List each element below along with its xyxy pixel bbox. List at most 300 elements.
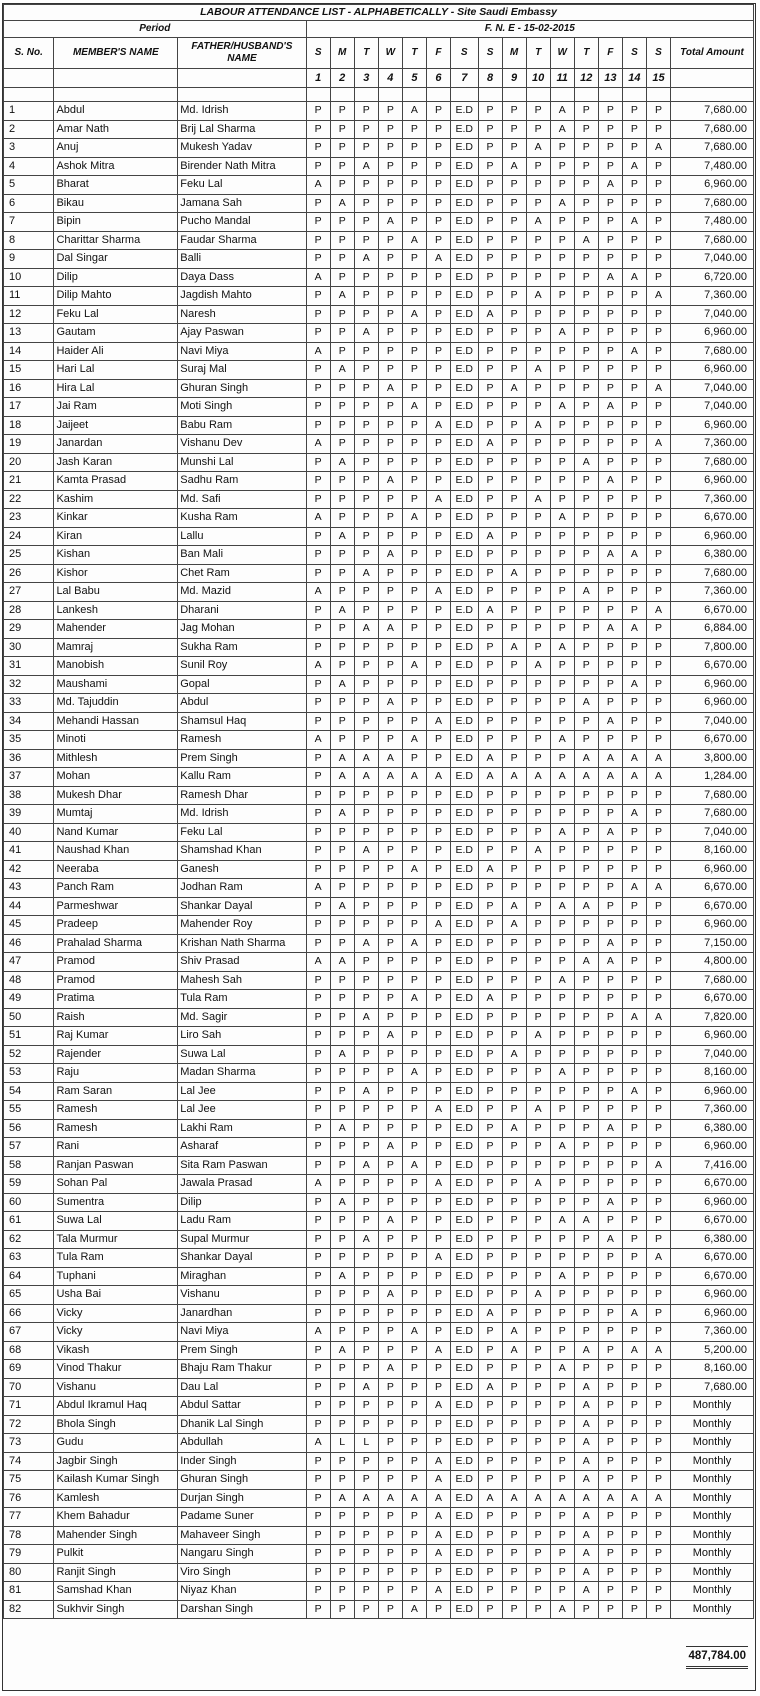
attendance-mark: P bbox=[378, 823, 402, 842]
father-name: Md. Sagir bbox=[178, 1008, 306, 1027]
member-name: Kishan bbox=[54, 546, 178, 565]
table-row bbox=[4, 1212, 754, 1231]
attendance-mark: P bbox=[426, 823, 450, 842]
attendance-mark: P bbox=[402, 1434, 426, 1453]
attendance-mark: P bbox=[574, 786, 598, 805]
attendance-mark: E.D bbox=[451, 416, 479, 435]
attendance-mark: P bbox=[402, 176, 426, 195]
attendance-mark: P bbox=[526, 1156, 550, 1175]
attendance-mark: E.D bbox=[451, 490, 479, 509]
attendance-mark: A bbox=[426, 1341, 450, 1360]
member-name: Hira Lal bbox=[54, 379, 178, 398]
attendance-mark: P bbox=[378, 1341, 402, 1360]
attendance-mark: P bbox=[402, 342, 426, 361]
attendance-mark: E.D bbox=[451, 768, 479, 787]
attendance-mark: P bbox=[574, 305, 598, 324]
day-number-header: 4 bbox=[378, 69, 402, 88]
attendance-mark: P bbox=[526, 601, 550, 620]
attendance-mark: P bbox=[526, 897, 550, 916]
attendance-mark: P bbox=[646, 231, 670, 250]
attendance-mark: A bbox=[550, 120, 574, 139]
attendance-mark: P bbox=[354, 1323, 378, 1342]
attendance-mark: P bbox=[354, 1341, 378, 1360]
attendance-mark: P bbox=[622, 1471, 646, 1490]
attendance-mark: P bbox=[622, 1064, 646, 1083]
attendance-mark: P bbox=[354, 139, 378, 158]
attendance-mark: P bbox=[330, 1304, 354, 1323]
attendance-mark: A bbox=[574, 1471, 598, 1490]
attendance-mark: E.D bbox=[451, 953, 479, 972]
attendance-mark: P bbox=[550, 157, 574, 176]
attendance-mark: P bbox=[402, 916, 426, 935]
member-name: Lal Babu bbox=[54, 583, 178, 602]
attendance-mark: A bbox=[378, 546, 402, 565]
attendance-mark: P bbox=[646, 194, 670, 213]
member-name: Mumtaj bbox=[54, 805, 178, 824]
attendance-mark: E.D bbox=[451, 1119, 479, 1138]
attendance-mark: P bbox=[402, 1045, 426, 1064]
total-amount: Monthly bbox=[671, 1489, 754, 1508]
attendance-mark: P bbox=[598, 694, 622, 713]
attendance-mark: P bbox=[550, 749, 574, 768]
total-amount: 7,680.00 bbox=[671, 102, 754, 121]
attendance-mark: E.D bbox=[451, 546, 479, 565]
attendance-mark: P bbox=[354, 490, 378, 509]
attendance-mark: A bbox=[306, 176, 330, 195]
attendance-mark: P bbox=[478, 102, 502, 121]
serial-number: 7 bbox=[4, 213, 54, 232]
attendance-mark: P bbox=[402, 361, 426, 380]
blank-cell bbox=[4, 69, 54, 88]
attendance-mark: P bbox=[478, 250, 502, 269]
member-name: Sumentra bbox=[54, 1193, 178, 1212]
table-row bbox=[4, 1341, 754, 1360]
attendance-mark: P bbox=[306, 638, 330, 657]
attendance-mark: P bbox=[550, 1526, 574, 1545]
table-row bbox=[4, 398, 754, 417]
attendance-mark: P bbox=[622, 1545, 646, 1564]
table-row bbox=[4, 1415, 754, 1434]
attendance-mark: A bbox=[402, 305, 426, 324]
attendance-mark: P bbox=[550, 231, 574, 250]
attendance-mark: P bbox=[550, 953, 574, 972]
father-name: Shiv Prasad bbox=[178, 953, 306, 972]
member-name: Abdul bbox=[54, 102, 178, 121]
table-row bbox=[4, 731, 754, 750]
attendance-mark: P bbox=[306, 490, 330, 509]
grand-total-value: 487,784.00 bbox=[686, 1646, 748, 1670]
attendance-mark: P bbox=[550, 1545, 574, 1564]
attendance-mark: P bbox=[478, 490, 502, 509]
table-row bbox=[4, 1323, 754, 1342]
attendance-mark: P bbox=[478, 1008, 502, 1027]
day-letter-header: S bbox=[622, 38, 646, 69]
member-name: Ramesh bbox=[54, 1101, 178, 1120]
serial-number: 57 bbox=[4, 1138, 54, 1157]
attendance-mark: P bbox=[622, 1323, 646, 1342]
attendance-mark: P bbox=[550, 1230, 574, 1249]
day-number-header: 14 bbox=[622, 69, 646, 88]
attendance-mark: P bbox=[378, 527, 402, 546]
attendance-mark: A bbox=[378, 213, 402, 232]
spacer-cell bbox=[354, 88, 378, 102]
attendance-mark: P bbox=[502, 546, 526, 565]
attendance-mark: P bbox=[354, 971, 378, 990]
attendance-mark: P bbox=[526, 1119, 550, 1138]
attendance-mark: P bbox=[478, 1508, 502, 1527]
total-amount: 6,670.00 bbox=[671, 1249, 754, 1268]
attendance-mark: P bbox=[402, 694, 426, 713]
attendance-mark: A bbox=[574, 1434, 598, 1453]
attendance-mark: P bbox=[402, 1415, 426, 1434]
attendance-mark: P bbox=[402, 1101, 426, 1120]
member-name: Kamlesh bbox=[54, 1489, 178, 1508]
serial-number: 69 bbox=[4, 1360, 54, 1379]
attendance-mark: P bbox=[598, 1138, 622, 1157]
attendance-mark: P bbox=[378, 157, 402, 176]
attendance-mark: P bbox=[478, 1156, 502, 1175]
day-letter-header: S bbox=[306, 38, 330, 69]
attendance-mark: P bbox=[478, 1582, 502, 1601]
father-name: Sadhu Ram bbox=[178, 472, 306, 491]
serial-number: 4 bbox=[4, 157, 54, 176]
day-number-header: 9 bbox=[502, 69, 526, 88]
attendance-mark: P bbox=[502, 1156, 526, 1175]
attendance-table bbox=[3, 4, 754, 1619]
attendance-mark: P bbox=[526, 305, 550, 324]
attendance-mark: E.D bbox=[451, 916, 479, 935]
attendance-mark: A bbox=[330, 1341, 354, 1360]
attendance-mark: P bbox=[502, 860, 526, 879]
attendance-mark: A bbox=[478, 1378, 502, 1397]
attendance-mark: P bbox=[426, 139, 450, 158]
attendance-mark: P bbox=[526, 749, 550, 768]
attendance-mark: P bbox=[502, 694, 526, 713]
father-name: Suraj Mal bbox=[178, 361, 306, 380]
serial-number: 22 bbox=[4, 490, 54, 509]
attendance-mark: P bbox=[306, 361, 330, 380]
attendance-mark: P bbox=[550, 1045, 574, 1064]
attendance-mark: P bbox=[646, 120, 670, 139]
attendance-mark: P bbox=[330, 1378, 354, 1397]
attendance-mark: P bbox=[354, 1101, 378, 1120]
attendance-mark: A bbox=[622, 805, 646, 824]
attendance-mark: P bbox=[330, 583, 354, 602]
attendance-mark: P bbox=[598, 1082, 622, 1101]
attendance-mark: E.D bbox=[451, 1193, 479, 1212]
attendance-mark: P bbox=[378, 638, 402, 657]
total-amount: 6,960.00 bbox=[671, 1027, 754, 1046]
attendance-mark: P bbox=[598, 1008, 622, 1027]
attendance-mark: P bbox=[354, 675, 378, 694]
attendance-mark: P bbox=[598, 1508, 622, 1527]
attendance-mark: P bbox=[646, 1378, 670, 1397]
attendance-mark: A bbox=[402, 990, 426, 1009]
attendance-mark: P bbox=[622, 398, 646, 417]
attendance-mark: A bbox=[378, 1138, 402, 1157]
member-name: Samshad Khan bbox=[54, 1582, 178, 1601]
attendance-mark: P bbox=[354, 213, 378, 232]
attendance-mark: P bbox=[526, 638, 550, 657]
total-amount: 7,040.00 bbox=[671, 250, 754, 269]
attendance-mark: P bbox=[502, 324, 526, 343]
day-letter-header: S bbox=[646, 38, 670, 69]
attendance-mark: P bbox=[378, 731, 402, 750]
attendance-mark: A bbox=[502, 768, 526, 787]
attendance-mark: P bbox=[330, 1286, 354, 1305]
total-amount: 7,040.00 bbox=[671, 379, 754, 398]
attendance-mark: P bbox=[526, 1563, 550, 1582]
spacer-cell bbox=[478, 88, 502, 102]
total-amount: 7,040.00 bbox=[671, 1045, 754, 1064]
attendance-mark: P bbox=[502, 786, 526, 805]
attendance-mark: P bbox=[526, 1471, 550, 1490]
attendance-mark: A bbox=[426, 490, 450, 509]
father-name: Sunil Roy bbox=[178, 657, 306, 676]
day-letter-header: S bbox=[451, 38, 479, 69]
attendance-mark: A bbox=[598, 398, 622, 417]
spacer-cell bbox=[402, 88, 426, 102]
attendance-mark: P bbox=[306, 805, 330, 824]
spacer-cell bbox=[330, 88, 354, 102]
attendance-mark: P bbox=[306, 1508, 330, 1527]
member-name: Panch Ram bbox=[54, 879, 178, 898]
total-amount: 6,960.00 bbox=[671, 916, 754, 935]
attendance-mark: P bbox=[502, 176, 526, 195]
attendance-mark: A bbox=[378, 1212, 402, 1231]
attendance-mark: P bbox=[646, 1138, 670, 1157]
father-name: Kusha Ram bbox=[178, 509, 306, 528]
day-letter-header: T bbox=[354, 38, 378, 69]
attendance-mark: P bbox=[402, 1082, 426, 1101]
attendance-mark: P bbox=[550, 675, 574, 694]
attendance-mark: P bbox=[478, 1600, 502, 1619]
total-amount: Monthly bbox=[671, 1452, 754, 1471]
serial-number: 32 bbox=[4, 675, 54, 694]
attendance-mark: P bbox=[502, 1064, 526, 1083]
attendance-mark: A bbox=[354, 1008, 378, 1027]
attendance-mark: P bbox=[502, 675, 526, 694]
attendance-mark: P bbox=[598, 583, 622, 602]
attendance-mark: P bbox=[598, 416, 622, 435]
attendance-mark: P bbox=[402, 490, 426, 509]
attendance-mark: P bbox=[574, 1101, 598, 1120]
attendance-mark: P bbox=[622, 324, 646, 343]
attendance-mark: P bbox=[354, 1193, 378, 1212]
attendance-mark: P bbox=[426, 1360, 450, 1379]
attendance-mark: P bbox=[378, 860, 402, 879]
attendance-mark: A bbox=[354, 1156, 378, 1175]
attendance-mark: P bbox=[502, 953, 526, 972]
attendance-mark: A bbox=[550, 1489, 574, 1508]
attendance-mark: A bbox=[402, 731, 426, 750]
attendance-mark: A bbox=[330, 601, 354, 620]
attendance-mark: P bbox=[622, 1286, 646, 1305]
attendance-mark: A bbox=[378, 1286, 402, 1305]
attendance-mark: P bbox=[306, 1341, 330, 1360]
attendance-mark: P bbox=[574, 435, 598, 454]
attendance-mark: P bbox=[330, 1101, 354, 1120]
attendance-mark: P bbox=[378, 176, 402, 195]
attendance-mark: P bbox=[478, 379, 502, 398]
attendance-mark: P bbox=[574, 546, 598, 565]
attendance-mark: P bbox=[426, 601, 450, 620]
table-row bbox=[4, 1471, 754, 1490]
attendance-mark: A bbox=[354, 1230, 378, 1249]
father-name: Md. Mazid bbox=[178, 583, 306, 602]
attendance-mark: P bbox=[646, 213, 670, 232]
attendance-mark: P bbox=[526, 379, 550, 398]
attendance-mark: P bbox=[574, 324, 598, 343]
attendance-mark: A bbox=[598, 268, 622, 287]
total-amount: 7,680.00 bbox=[671, 120, 754, 139]
attendance-mark: P bbox=[426, 231, 450, 250]
attendance-mark: P bbox=[426, 657, 450, 676]
attendance-mark: P bbox=[526, 1082, 550, 1101]
serial-number: 12 bbox=[4, 305, 54, 324]
attendance-mark: P bbox=[502, 657, 526, 676]
attendance-mark: A bbox=[402, 1064, 426, 1083]
member-name: Jai Ram bbox=[54, 398, 178, 417]
attendance-mark: P bbox=[622, 194, 646, 213]
attendance-mark: P bbox=[306, 1526, 330, 1545]
attendance-mark: P bbox=[526, 731, 550, 750]
member-name: Mehandi Hassan bbox=[54, 712, 178, 731]
father-name: Vishanu Dev bbox=[178, 435, 306, 454]
attendance-mark: P bbox=[526, 1360, 550, 1379]
attendance-mark: A bbox=[598, 620, 622, 639]
attendance-mark: A bbox=[478, 749, 502, 768]
attendance-mark: E.D bbox=[451, 879, 479, 898]
total-amount: 7,040.00 bbox=[671, 305, 754, 324]
attendance-mark: A bbox=[402, 231, 426, 250]
attendance-mark: P bbox=[478, 694, 502, 713]
attendance-mark: P bbox=[354, 601, 378, 620]
attendance-mark: P bbox=[526, 1582, 550, 1601]
serial-number: 78 bbox=[4, 1526, 54, 1545]
attendance-mark: P bbox=[574, 971, 598, 990]
attendance-mark: A bbox=[646, 435, 670, 454]
attendance-mark: P bbox=[622, 231, 646, 250]
attendance-mark: P bbox=[402, 1545, 426, 1564]
attendance-mark: P bbox=[478, 1526, 502, 1545]
attendance-mark: P bbox=[426, 1304, 450, 1323]
attendance-mark: P bbox=[330, 879, 354, 898]
total-amount: 6,670.00 bbox=[671, 1212, 754, 1231]
attendance-mark: P bbox=[646, 1526, 670, 1545]
serial-number: 63 bbox=[4, 1249, 54, 1268]
attendance-mark: P bbox=[574, 527, 598, 546]
attendance-mark: P bbox=[622, 1526, 646, 1545]
attendance-mark: A bbox=[574, 1452, 598, 1471]
member-name: Neeraba bbox=[54, 860, 178, 879]
attendance-mark: A bbox=[598, 546, 622, 565]
attendance-mark: A bbox=[402, 102, 426, 121]
attendance-mark: P bbox=[502, 1249, 526, 1268]
attendance-mark: P bbox=[330, 268, 354, 287]
attendance-mark: A bbox=[330, 287, 354, 306]
member-name: Suwa Lal bbox=[54, 1212, 178, 1231]
attendance-mark: P bbox=[306, 1027, 330, 1046]
attendance-mark: P bbox=[622, 712, 646, 731]
attendance-mark: P bbox=[306, 564, 330, 583]
attendance-mark: P bbox=[330, 1027, 354, 1046]
attendance-mark: P bbox=[574, 564, 598, 583]
attendance-mark: A bbox=[598, 1230, 622, 1249]
father-name: Ramesh bbox=[178, 731, 306, 750]
attendance-mark: P bbox=[622, 657, 646, 676]
table-row bbox=[4, 1119, 754, 1138]
attendance-mark: P bbox=[306, 749, 330, 768]
sno-header: S. No. bbox=[4, 38, 54, 69]
attendance-mark: P bbox=[426, 731, 450, 750]
attendance-mark: P bbox=[478, 546, 502, 565]
father-name: Tula Ram bbox=[178, 990, 306, 1009]
attendance-mark: P bbox=[378, 1471, 402, 1490]
attendance-mark: P bbox=[526, 786, 550, 805]
attendance-mark: P bbox=[526, 971, 550, 990]
attendance-mark: A bbox=[646, 1249, 670, 1268]
attendance-mark: P bbox=[402, 157, 426, 176]
spacer-cell bbox=[306, 88, 330, 102]
attendance-mark: E.D bbox=[451, 657, 479, 676]
attendance-mark: P bbox=[306, 213, 330, 232]
attendance-mark: P bbox=[502, 1397, 526, 1416]
attendance-mark: A bbox=[330, 675, 354, 694]
attendance-mark: P bbox=[646, 990, 670, 1009]
attendance-mark: P bbox=[622, 1119, 646, 1138]
serial-number: 58 bbox=[4, 1156, 54, 1175]
attendance-mark: P bbox=[646, 1323, 670, 1342]
attendance-mark: P bbox=[426, 620, 450, 639]
attendance-mark: P bbox=[402, 897, 426, 916]
attendance-mark: P bbox=[574, 1360, 598, 1379]
attendance-mark: P bbox=[502, 971, 526, 990]
total-amount: 6,960.00 bbox=[671, 1304, 754, 1323]
table-row bbox=[4, 1064, 754, 1083]
attendance-mark: P bbox=[306, 157, 330, 176]
attendance-mark: P bbox=[598, 1156, 622, 1175]
table-row bbox=[4, 805, 754, 824]
attendance-mark: P bbox=[646, 102, 670, 121]
attendance-mark: E.D bbox=[451, 1045, 479, 1064]
attendance-mark: P bbox=[306, 823, 330, 842]
member-name: Kailash Kumar Singh bbox=[54, 1471, 178, 1490]
attendance-mark: P bbox=[622, 916, 646, 935]
member-name: Jash Karan bbox=[54, 453, 178, 472]
attendance-mark: P bbox=[378, 583, 402, 602]
table-row bbox=[4, 472, 754, 491]
attendance-mark: P bbox=[378, 1415, 402, 1434]
attendance-mark: A bbox=[426, 916, 450, 935]
attendance-mark: A bbox=[354, 564, 378, 583]
attendance-mark: P bbox=[402, 1193, 426, 1212]
attendance-mark: P bbox=[378, 1082, 402, 1101]
member-name: Pramod bbox=[54, 971, 178, 990]
attendance-mark: P bbox=[646, 583, 670, 602]
day-number-header: 8 bbox=[478, 69, 502, 88]
attendance-mark: P bbox=[646, 916, 670, 935]
attendance-mark: P bbox=[426, 675, 450, 694]
attendance-mark: P bbox=[622, 472, 646, 491]
attendance-mark: P bbox=[526, 453, 550, 472]
total-amount: 6,670.00 bbox=[671, 601, 754, 620]
attendance-mark: P bbox=[478, 509, 502, 528]
father-name: Kallu Ram bbox=[178, 768, 306, 787]
table-row bbox=[4, 509, 754, 528]
attendance-mark: P bbox=[646, 805, 670, 824]
attendance-mark: P bbox=[330, 860, 354, 879]
